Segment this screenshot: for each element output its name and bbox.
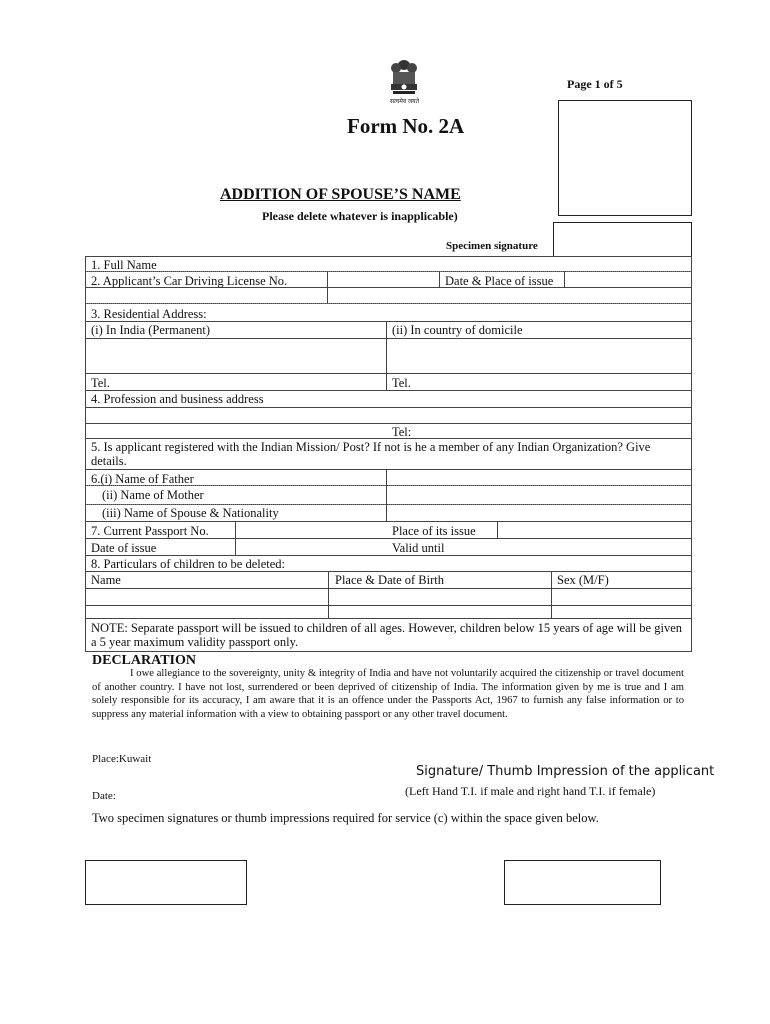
declaration-text: I owe allegiance to the sovereignty, unity & integrity of India and have not voluntarily acquired the citizenship or travel document of another country. I have not lost, surrendered or been deprived of citizenship of India. The information given by me is true and I am solely responsible for its accuracy, I am aware that it is an offence under the Passports Act, 1967 to furnish any false information or to suppress any material information with a view to obtaining passport or any other travel document. <box>92 668 684 721</box>
note-text: NOTE: Separate passport will be issued to children of all ages. However, children below 15 years of age will be given a 5 year maximum validity passport only. <box>91 621 682 649</box>
full-name-label: 1. Full Name <box>91 258 157 272</box>
col-name-header: Name <box>91 573 121 587</box>
specimen-box-right[interactable] <box>504 860 661 905</box>
place-issue-label: Place of its issue <box>392 524 476 538</box>
specimen-box-left[interactable] <box>85 860 247 905</box>
children-label: 8. Particulars of children to be deleted: <box>91 557 286 571</box>
domicile-label: (ii) In country of domicile <box>392 323 523 337</box>
form-subheading: Please delete whatever is inapplicable) <box>262 209 458 223</box>
thumb-impression-note: (Left Hand T.I. if male and right hand T.I. if female) <box>405 784 656 798</box>
valid-until-label: Valid until <box>392 541 445 555</box>
declaration-title: DECLARATION <box>92 653 196 668</box>
registered-question: 5. Is applicant registered with the Indian Mission/ Post? If not is he a member of any Indian Organization? Give details. <box>91 440 651 468</box>
passport-no-label: 7. Current Passport No. <box>91 524 209 538</box>
tel-profession-label: Tel: <box>392 425 412 439</box>
tel-left-label: Tel. <box>91 376 110 390</box>
residential-address-label: 3. Residential Address: <box>91 307 207 321</box>
form-heading: ADDITION OF SPOUSE’S NAME <box>220 186 461 203</box>
signature-caption: Signature/ Thumb Impression of the applicant <box>416 764 715 779</box>
profession-label: 4. Profession and business address <box>91 392 264 406</box>
license-label: 2. Applicant’s Car Driving License No. <box>91 274 288 288</box>
in-india-label: (i) In India (Permanent) <box>91 323 211 337</box>
application-form-grid <box>85 256 692 652</box>
father-label: 6.(i) Name of Father <box>91 472 194 486</box>
form-title: Form No. 2A <box>347 114 465 138</box>
date-place-issue-label: Date & Place of issue <box>445 274 554 288</box>
spouse-label: (iii) Name of Spouse & Nationality <box>102 506 279 520</box>
date-issue-label: Date of issue <box>91 541 157 555</box>
specimen-signature-label: Specimen signature <box>446 240 538 252</box>
two-specimens-note: Two specimen signatures or thumb impressions required for service (c) within the space given below. <box>92 811 599 825</box>
mother-label: (ii) Name of Mother <box>102 488 204 502</box>
place-label: Place:Kuwait <box>92 753 152 765</box>
photo-box[interactable] <box>558 100 692 216</box>
specimen-signature-box[interactable] <box>553 222 692 257</box>
date-label: Date: <box>92 790 116 802</box>
page-indicator: Page 1 of 5 <box>567 77 623 91</box>
emblem-motto: सत्यमेव जयते <box>390 99 420 105</box>
tel-right-label: Tel. <box>392 376 411 390</box>
col-pdob-header: Place & Date of Birth <box>335 573 444 587</box>
col-sex-header: Sex (M/F) <box>557 573 609 587</box>
